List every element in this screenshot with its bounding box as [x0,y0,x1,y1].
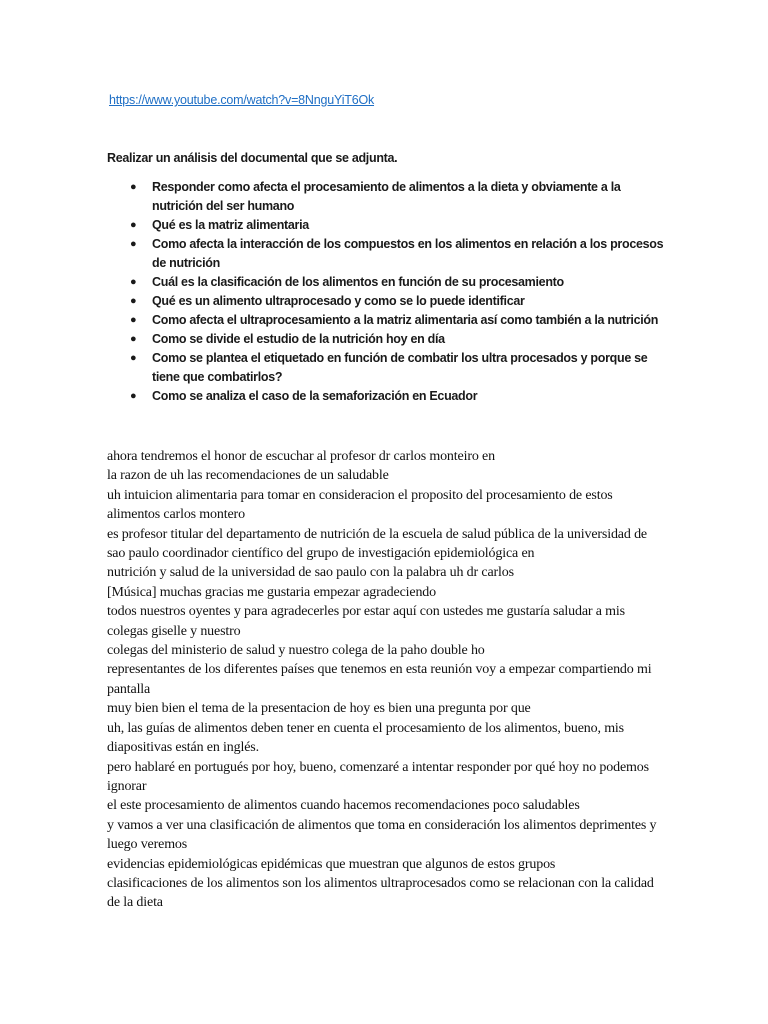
bullet-icon: ● [130,276,137,288]
bullet-icon: ● [130,238,137,250]
transcript-line: evidencias epidemiológicas epidémicas que muestran que algunos de estos grupos [107,856,556,872]
question-item [130,311,670,330]
transcript-line: todos nuestros oyentes y para agradecerles por estar aquí con ustedes me gustaría saludar a mis colegas giselle y nuestro [107,604,625,639]
instruction-heading: Realizar un análisis del documental que se adjunta. [107,151,398,165]
question-text: Qué es un alimento ultraprocesado y como se lo puede identificar [152,294,525,308]
transcript-line: uh intuicion alimentaria para tomar en consideracion el proposito del procesamiento de estos alimentos carlos montero [107,487,613,523]
bullet-icon: ● [130,219,137,231]
bullet-icon: ● [130,352,137,364]
transcript-line: [Música] muchas gracias me gustaria empezar agradeciendo [107,584,436,600]
question-item [130,292,670,311]
question-text: Como se analiza el caso de la semaforización en Ecuador [152,389,478,403]
transcript-line: colegas del ministerio de salud y nuestro colega de la paho double ho [107,643,485,659]
transcript-line: representantes de los diferentes países que tenemos en esta reunión voy a empezar compartiendo mi pantalla [107,662,652,697]
transcript-line: nutrición y salud de la universidad de sao paulo con la palabra uh dr carlos [107,565,514,581]
transcript-line: muy bien bien el tema de la presentacion de hoy es bien una pregunta por que [107,701,531,717]
transcript-line: es profesor titular del departamento de nutrición de la escuela de salud pública de la universidad de sao paulo coordinador científico del grupo de investigación epidemiológica en [107,526,647,562]
transcript-body [107,447,667,913]
question-text: Como se divide el estudio de la nutrición hoy en día [152,332,445,346]
question-text: Qué es la matriz alimentaria [152,218,309,232]
question-item [130,387,670,406]
question-item [130,349,670,387]
question-text: Responder como afecta el procesamiento de alimentos a la dieta y obviamente a la nutrición del ser humano [152,180,621,213]
bullet-icon: ● [130,390,137,402]
question-item [130,178,670,216]
question-text: Como afecta la interacción de los compuestos en los alimentos en relación a los procesos de nutrición [152,237,664,270]
transcript-line: clasificaciones de los alimentos son los alimentos ultraprocesados como se relacionan con la calidad de la dieta [107,875,654,911]
transcript-line: pero hablaré en portugués por hoy, bueno, comenzaré a intentar responder por qué hoy no podemos ignorar [107,759,649,794]
question-text: Cuál es la clasificación de los alimentos en función de su procesamiento [152,275,564,289]
question-item [130,235,670,273]
question-item [130,330,670,349]
question-item [130,216,670,235]
question-item [130,273,670,292]
youtube-link[interactable]: https://www.youtube.com/watch?v=8NnguYiT6Ok [109,93,375,107]
bullet-icon: ● [130,295,137,307]
transcript-line: uh, las guías de alimentos deben tener en cuenta el procesamiento de los alimentos, bueno, mis diapositivas están en inglés. [107,720,624,756]
question-list [130,178,670,406]
question-text: Como afecta el ultraprocesamiento a la matriz alimentaria así como también a la nutrición [152,313,659,327]
transcript-line: la razon de uh las recomendaciones de un saludable [107,468,389,484]
transcript-line: ahora tendremos el honor de escuchar al profesor dr carlos monteiro en [107,449,495,464]
transcript-line: y vamos a ver una clasificación de alimentos que toma en consideración los alimentos deprimentes y luego veremos [107,817,657,853]
bullet-icon: ● [130,333,137,345]
bullet-icon: ● [130,314,137,326]
bullet-icon: ● [130,181,137,193]
transcript-line: el este procesamiento de alimentos cuando hacemos recomendaciones poco saludables [107,798,580,814]
question-text: Como se plantea el etiquetado en función de combatir los ultra procesados y porque se tiene que combatirlos? [152,351,648,384]
